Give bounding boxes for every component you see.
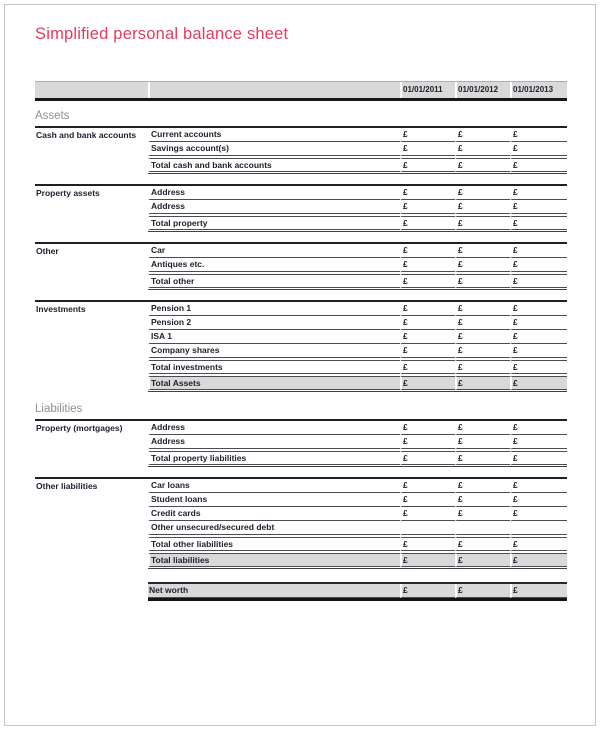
- table-row: [35, 244, 567, 258]
- group-name-cell: Property (mortgages): [36, 422, 123, 433]
- value-cell: £: [510, 507, 567, 521]
- table-block: [35, 184, 567, 232]
- row-label-cell: Address: [148, 421, 400, 435]
- table-row: [35, 344, 567, 358]
- value-cell: £: [400, 128, 455, 142]
- value-cell: £: [510, 302, 567, 316]
- value-cell: £: [510, 360, 567, 374]
- table-row: [35, 142, 567, 156]
- group-name-cell: [35, 451, 148, 465]
- table-row: [35, 493, 567, 507]
- value-cell: £: [400, 200, 455, 214]
- value-cell: £: [455, 128, 510, 142]
- value-cell: £: [455, 435, 510, 449]
- value-cell: £: [455, 258, 510, 272]
- row-label-cell: Student loans: [148, 493, 400, 507]
- group-name-cell: [35, 274, 148, 288]
- block-end-rule: [148, 390, 567, 392]
- group-name-cell: Cash and bank accounts: [36, 129, 137, 140]
- value-cell: £: [455, 493, 510, 507]
- row-label-cell: Total cash and bank accounts: [148, 158, 400, 172]
- value-cell: £: [510, 158, 567, 172]
- value-cell: £: [510, 553, 567, 567]
- group-name-cell: [35, 435, 148, 449]
- column-header-date-3: 01/01/2013: [510, 82, 567, 98]
- value-cell: £: [455, 216, 510, 230]
- block-end-rule: [148, 567, 567, 569]
- row-label-cell: Total property liabilities: [148, 451, 400, 465]
- value-cell: £: [400, 344, 455, 358]
- value-cell: £: [455, 186, 510, 200]
- group-name-cell: [35, 360, 148, 374]
- table-row: [35, 376, 567, 390]
- row-label-cell: Pension 1: [148, 302, 400, 316]
- value-cell: £: [455, 451, 510, 465]
- value-cell: £: [510, 186, 567, 200]
- table-row: [35, 421, 567, 435]
- table-body: [35, 109, 567, 569]
- table-row: [35, 274, 567, 288]
- table-block: [35, 477, 567, 569]
- value-cell: £: [455, 344, 510, 358]
- value-cell: £: [510, 142, 567, 156]
- value-cell: £: [400, 244, 455, 258]
- group-name-cell: Other liabilities: [36, 480, 98, 491]
- row-label-cell: Total other: [148, 274, 400, 288]
- header-cell-item: [148, 82, 400, 98]
- table-row: [35, 316, 567, 330]
- row-label-cell: Company shares: [148, 344, 400, 358]
- value-cell: £: [510, 376, 567, 390]
- value-cell: £: [400, 507, 455, 521]
- row-label-cell: Credit cards: [148, 507, 400, 521]
- value-cell: £: [400, 302, 455, 316]
- value-cell: £: [400, 186, 455, 200]
- value-cell: £: [510, 244, 567, 258]
- group-name-cell: [35, 316, 148, 330]
- value-cell: £: [455, 376, 510, 390]
- value-cell: £: [455, 316, 510, 330]
- value-cell: £: [455, 158, 510, 172]
- value-cell: £: [510, 537, 567, 551]
- row-label-cell: Car: [148, 244, 400, 258]
- value-cell: £: [455, 553, 510, 567]
- section-heading: Liabilities: [35, 403, 83, 415]
- value-cell: £: [455, 200, 510, 214]
- value-cell: £: [510, 316, 567, 330]
- block-end-rule: [148, 230, 567, 232]
- group-name-cell: Other: [36, 245, 59, 256]
- net-worth-row: [148, 582, 567, 601]
- value-cell: £: [455, 537, 510, 551]
- group-name-cell: Investments: [36, 303, 86, 314]
- value-cell: £: [455, 360, 510, 374]
- value-cell: [455, 521, 510, 535]
- value-cell: £: [510, 435, 567, 449]
- value-cell: £: [400, 316, 455, 330]
- column-header-date-1: 01/01/2011: [400, 82, 455, 98]
- value-cell: £: [400, 142, 455, 156]
- value-cell: £: [510, 200, 567, 214]
- net-worth-label: Net worth: [148, 584, 400, 598]
- row-label-cell: Total liabilities: [148, 553, 400, 567]
- column-header-date-2: 01/01/2012: [455, 82, 510, 98]
- net-worth-value-cell: £: [455, 584, 510, 598]
- net-worth-value-cell: £: [400, 584, 455, 598]
- value-cell: £: [400, 479, 455, 493]
- value-cell: £: [400, 376, 455, 390]
- block-end-rule: [148, 288, 567, 290]
- value-cell: £: [400, 421, 455, 435]
- row-label-cell: Total investments: [148, 360, 400, 374]
- table-block: [35, 300, 567, 392]
- table-row: [35, 128, 567, 142]
- value-cell: £: [400, 435, 455, 449]
- table-row: [35, 216, 567, 230]
- value-cell: £: [510, 274, 567, 288]
- table-row: [35, 158, 567, 172]
- group-name-cell: [35, 493, 148, 507]
- value-cell: £: [400, 274, 455, 288]
- value-cell: £: [510, 479, 567, 493]
- section-heading: Assets: [35, 110, 70, 122]
- block-end-rule: [148, 465, 567, 467]
- table-row: [35, 186, 567, 200]
- table-row: [35, 200, 567, 214]
- row-label-cell: Car loans: [148, 479, 400, 493]
- group-name-cell: [35, 521, 148, 535]
- table-row: [35, 258, 567, 272]
- value-cell: £: [510, 216, 567, 230]
- value-cell: £: [455, 421, 510, 435]
- value-cell: £: [400, 553, 455, 567]
- group-name-cell: [35, 216, 148, 230]
- group-name-cell: [35, 376, 148, 390]
- group-name-cell: [35, 142, 148, 156]
- value-cell: £: [455, 142, 510, 156]
- value-cell: £: [400, 216, 455, 230]
- row-label-cell: Total Assets: [148, 376, 400, 390]
- value-cell: £: [510, 421, 567, 435]
- block-end-rule: [148, 172, 567, 174]
- table-row: [35, 360, 567, 374]
- value-cell: £: [455, 274, 510, 288]
- table-row: [35, 479, 567, 493]
- value-cell: £: [510, 344, 567, 358]
- value-cell: £: [400, 258, 455, 272]
- table-header-row: [35, 81, 567, 101]
- value-cell: £: [400, 493, 455, 507]
- value-cell: [510, 521, 567, 535]
- value-cell: £: [455, 330, 510, 344]
- row-label-cell: Address: [148, 200, 400, 214]
- row-label-cell: ISA 1: [148, 330, 400, 344]
- value-cell: £: [400, 537, 455, 551]
- table-block: [35, 419, 567, 467]
- header-cell-group: [35, 82, 148, 98]
- table-block: [35, 242, 567, 290]
- value-cell: £: [455, 302, 510, 316]
- value-cell: £: [400, 330, 455, 344]
- row-label-cell: Pension 2: [148, 316, 400, 330]
- row-label-cell: Total property: [148, 216, 400, 230]
- group-name-cell: [35, 258, 148, 272]
- balance-sheet-table: [35, 81, 567, 601]
- group-name-cell: [35, 200, 148, 214]
- group-name-cell: [35, 344, 148, 358]
- row-label-cell: Address: [148, 186, 400, 200]
- row-label-cell: Address: [148, 435, 400, 449]
- table-row: [35, 507, 567, 521]
- value-cell: £: [510, 451, 567, 465]
- row-label-cell: Antiques etc.: [148, 258, 400, 272]
- value-cell: £: [455, 479, 510, 493]
- table-row: [35, 553, 567, 567]
- value-cell: £: [455, 244, 510, 258]
- table-row: [35, 521, 567, 535]
- table-row: [35, 302, 567, 316]
- value-cell: £: [510, 258, 567, 272]
- row-label-cell: Total other liabilities: [148, 537, 400, 551]
- table-row: [35, 451, 567, 465]
- row-label-cell: Savings account(s): [148, 142, 400, 156]
- value-cell: £: [400, 451, 455, 465]
- value-cell: [400, 521, 455, 535]
- table-block: [35, 126, 567, 174]
- group-name-cell: [35, 537, 148, 551]
- table-row: [35, 435, 567, 449]
- page-title: Simplified personal balance sheet: [35, 25, 289, 43]
- value-cell: £: [455, 507, 510, 521]
- group-name-cell: [35, 553, 148, 567]
- table-row: [35, 537, 567, 551]
- group-name-cell: [35, 158, 148, 172]
- row-label-cell: Current accounts: [148, 128, 400, 142]
- value-cell: £: [510, 493, 567, 507]
- group-name-cell: [35, 507, 148, 521]
- value-cell: £: [510, 330, 567, 344]
- value-cell: £: [400, 360, 455, 374]
- table-row: [35, 330, 567, 344]
- value-cell: £: [510, 128, 567, 142]
- value-cell: £: [400, 158, 455, 172]
- group-name-cell: [35, 330, 148, 344]
- row-label-cell: Other unsecured/secured debt: [148, 521, 400, 535]
- group-name-cell: Property assets: [36, 187, 100, 198]
- net-worth-value-cell: £: [510, 584, 567, 598]
